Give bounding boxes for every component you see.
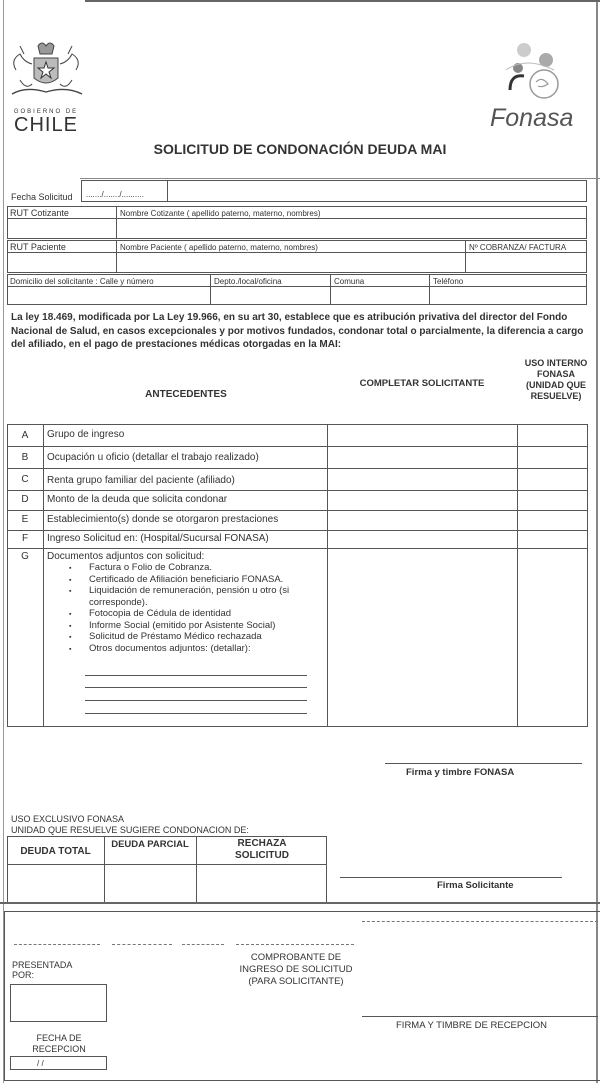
comprobante-label: COMPROBANTE DE INGRESO DE SOLICITUD (PARA SOLICITANTE) xyxy=(239,952,353,987)
row-letter: G xyxy=(21,551,29,562)
uso-exclusivo-label: USO EXCLUSIVO FONASA xyxy=(11,814,125,824)
detail-line-2[interactable] xyxy=(85,687,307,688)
row-letter: B xyxy=(21,452,29,463)
detail-line-5[interactable] xyxy=(85,726,307,727)
row-letter: F xyxy=(21,533,29,544)
deuda-parcial-cell[interactable] xyxy=(105,865,195,901)
completar-header: COMPLETAR SOLICITANTE xyxy=(359,378,485,389)
fecha-extra-field xyxy=(167,180,587,202)
table-row xyxy=(7,446,588,468)
unidad-resuelve-label: UNIDAD QUE RESUELVE SUGIERE CONDONACION DE: xyxy=(11,825,249,835)
firma-solicitante-line xyxy=(340,877,562,878)
table-row xyxy=(7,468,588,490)
dotted-line xyxy=(362,921,598,922)
row-letter: D xyxy=(21,494,29,505)
fecha-recepcion-input[interactable] xyxy=(10,1056,107,1070)
nombre-paciente-label: Nombre Paciente ( apellido paterno, materno, nombres) xyxy=(120,243,318,252)
calle-input[interactable] xyxy=(8,287,209,304)
row-letter: E xyxy=(21,514,29,525)
comuna-label: Comuna xyxy=(334,277,365,286)
table-row-documentos xyxy=(7,548,588,727)
rechaza-header: RECHAZA SOLICITUD xyxy=(235,838,289,861)
fonasa-logo xyxy=(486,40,586,130)
chile-text: CHILE xyxy=(14,114,78,136)
fonasa-text: Fonasa xyxy=(490,104,574,132)
firma-recepcion-label: FIRMA Y TIMBRE DE RECEPCION xyxy=(396,1020,547,1031)
completar-input[interactable] xyxy=(328,446,517,468)
nombre-cotizante-label: Nombre Cotizante ( apellido paterno, materno, nombres) xyxy=(120,209,321,218)
list-item: ▪ Certificado de Afiliación beneficiario FONASA. xyxy=(89,574,322,586)
row-label: Renta grupo familiar del paciente (afiliado) xyxy=(47,475,235,486)
fonasa-figures-icon xyxy=(496,40,576,100)
antecedentes-header: ANTECEDENTES xyxy=(145,389,227,400)
domicilio-label: Domicilio del solicitante : Calle y número xyxy=(10,277,154,286)
telefono-input[interactable] xyxy=(430,287,586,304)
dotted-line xyxy=(112,944,172,945)
depto-input[interactable] xyxy=(211,287,329,304)
title-divider xyxy=(80,178,600,179)
completar-input[interactable] xyxy=(328,530,517,548)
deuda-parcial-header: DEUDA PARCIAL xyxy=(111,839,189,850)
deuda-total-cell[interactable] xyxy=(8,865,103,901)
firma-solicitante-label: Firma Solicitante xyxy=(437,880,514,891)
list-item: ▪ Liquidación de remuneración, pensión u otro (si corresponde). xyxy=(89,585,322,608)
dotted-line xyxy=(182,944,224,945)
fecha-recepcion-value: / / xyxy=(37,1059,44,1068)
uso-interno-header: USO INTERNO FONASA (UNIDAD QUE RESUELVE) xyxy=(524,358,588,401)
coat-of-arms-icon xyxy=(6,40,86,102)
list-item: ▪ Otros documentos adjuntos: (detallar): xyxy=(89,643,322,655)
table-row xyxy=(7,510,588,530)
detail-line-1[interactable] xyxy=(85,675,307,676)
firma-fonasa-label: Firma y timbre FONASA xyxy=(406,767,515,778)
completar-input[interactable] xyxy=(328,424,517,446)
table-row xyxy=(7,424,588,446)
page-title: SOLICITUD DE CONDONACIÓN DEUDA MAI xyxy=(153,141,447,157)
completar-input[interactable] xyxy=(328,510,517,530)
detail-line-4[interactable] xyxy=(85,713,307,714)
rut-cotizante-label: RUT Cotizante xyxy=(10,208,69,218)
presentada-por-input[interactable] xyxy=(10,984,107,1022)
row-letter: A xyxy=(21,430,29,441)
firma-fonasa-line xyxy=(385,763,582,764)
comuna-input[interactable] xyxy=(331,287,428,304)
firma-recepcion-line xyxy=(362,1016,598,1017)
row-label: Ingreso Solicitud en: (Hospital/Sucursal FONASA) xyxy=(47,533,269,544)
nombre-cotizante-input[interactable] xyxy=(117,219,586,238)
row-label: Ocupación u oficio (detallar el trabajo realizado) xyxy=(47,452,259,463)
row-label: Grupo de ingreso xyxy=(47,429,125,440)
receipt-separator xyxy=(0,902,600,904)
completar-input[interactable] xyxy=(328,490,517,510)
depto-label: Depto./local/oficina xyxy=(214,277,282,286)
fecha-solicitud-label: Fecha Solicitud xyxy=(11,192,73,202)
fecha-solicitud-value: ......./......./.......... xyxy=(86,190,144,199)
row-label: Establecimiento(s) donde se otorgaron prestaciones xyxy=(47,514,279,525)
list-item: ▪ Factura o Folio de Cobranza. xyxy=(89,562,322,574)
deuda-total-header: DEUDA TOTAL xyxy=(20,846,91,857)
completar-input[interactable] xyxy=(328,468,517,490)
rut-paciente-label: RUT Paciente xyxy=(10,242,66,252)
rechaza-cell[interactable] xyxy=(197,865,326,901)
nombre-paciente-input[interactable] xyxy=(117,253,464,272)
telefono-label: Teléfono xyxy=(433,277,464,286)
row-letter: C xyxy=(21,474,29,485)
documentos-list xyxy=(47,562,322,654)
row-label: Monto de la deuda que solicita condonar xyxy=(47,494,228,505)
detail-line-3[interactable] xyxy=(85,700,307,701)
list-item: ▪ Fotocopia de Cédula de identidad xyxy=(89,608,322,620)
gobierno-de-text: GOBIERNO DE xyxy=(13,109,79,115)
cobranza-label: Nº COBRANZA/ FACTURA xyxy=(469,243,567,252)
presentada-por-label: PRESENTADA POR: xyxy=(12,960,72,980)
top-rule xyxy=(85,0,600,2)
dotted-line xyxy=(14,944,100,945)
rut-cotizante-input[interactable] xyxy=(8,219,115,238)
fecha-solicitud-field[interactable] xyxy=(81,180,168,202)
table-row xyxy=(7,530,588,548)
list-item: ▪ Solicitud de Préstamo Médico rechazada xyxy=(89,631,322,643)
rut-paciente-input[interactable] xyxy=(8,253,115,272)
cobranza-input[interactable] xyxy=(466,253,586,272)
dotted-line xyxy=(236,944,354,945)
legal-text: La ley 18.469, modificada por La Ley 19.966, en su art 30, establece que es atribución privativa del director del Fondo Nacional de Salud, en casos excepcionales y por motivos fundados, condonar total o parcialmente, la diferencia a cargo del afiliado, en el pago de prestaciones médicas otorgadas en la MAI: xyxy=(11,312,584,350)
list-item: ▪ Informe Social (emitido por Asistente Social) xyxy=(89,620,322,632)
documentos-label: Documentos adjuntos con solicitud: xyxy=(47,551,205,562)
fecha-recepcion-label: FECHA DE RECEPCION xyxy=(32,1033,86,1054)
table-row xyxy=(7,490,588,510)
gobierno-chile-logo xyxy=(6,40,86,135)
